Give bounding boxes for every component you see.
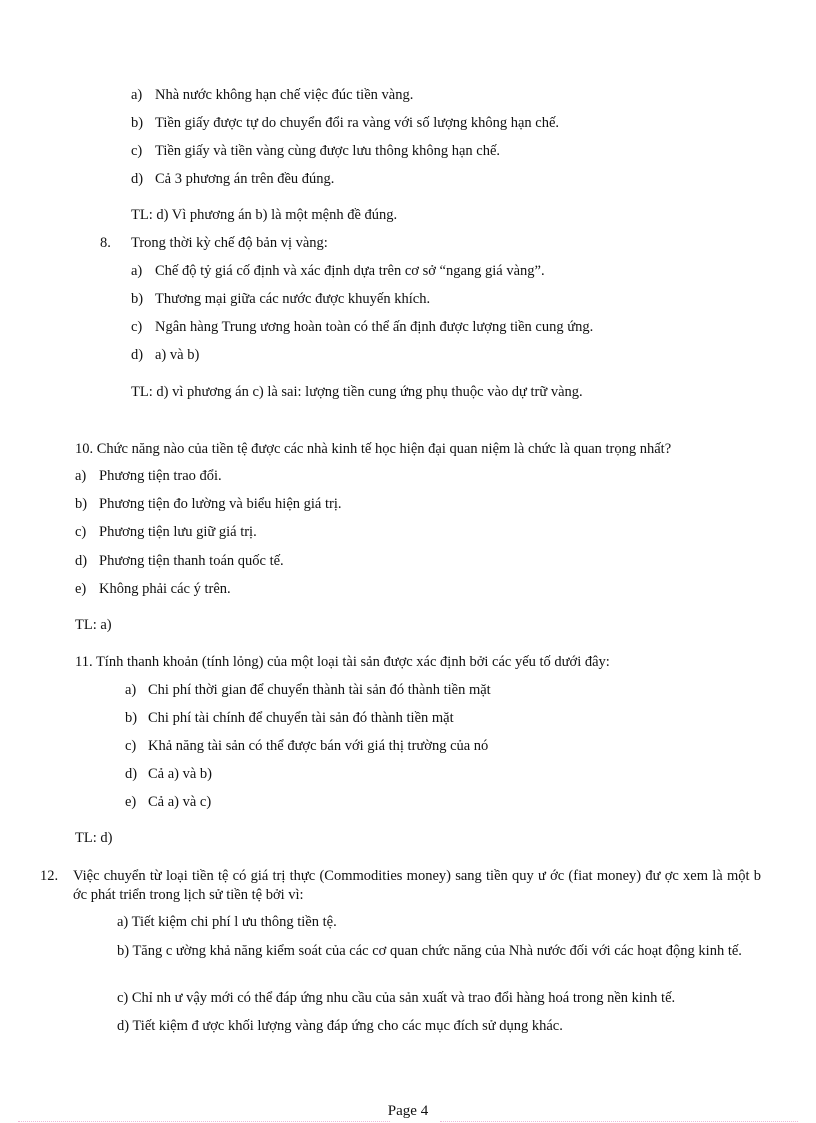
- option-text: Phương tiện trao đổi.: [99, 468, 222, 484]
- option-label: b): [75, 496, 88, 512]
- option-text: Phương tiện thanh toán quốc tế.: [99, 553, 284, 569]
- q8-answer: TL: d) vì phương án c) là sai: lượng tiền cung ứng phụ thuộc vào dự trữ vàng.: [131, 384, 583, 400]
- option-label: d): [75, 553, 88, 569]
- option-text: Thương mại giữa các nước được khuyến khích.: [155, 291, 431, 307]
- option-text: a) và b): [155, 347, 200, 363]
- option-label: d): [131, 171, 144, 187]
- option-label: c): [131, 319, 143, 335]
- footer-divider-left: [18, 1121, 390, 1122]
- option-text: Chế độ tỷ giá cố định và xác định dựa trên cơ sở “ngang giá vàng”.: [155, 263, 545, 279]
- option-text: Phương tiện đo lường và biểu hiện giá trị.: [99, 496, 342, 512]
- option-text: Tiền giấy được tự do chuyển đổi ra vàng với số lượng không hạn chế.: [155, 115, 560, 131]
- q8-question: Trong thời kỳ chế độ bản vị vàng:: [131, 235, 328, 251]
- q12-question: Việc chuyển từ loại tiền tệ có giá trị thực (Commodities money) sang tiền quy ư ớc (fiat money) đư ợc xem là một b ớc phát triển trong lịch sử tiền tệ bởi vì:: [73, 868, 761, 903]
- footer-divider-right: [440, 1121, 798, 1122]
- option-label: b): [131, 115, 144, 131]
- q8-number: 8.: [100, 235, 111, 251]
- q12-number: 12.: [40, 868, 59, 884]
- option-label: d): [131, 347, 144, 363]
- option-label: c): [131, 143, 143, 159]
- option-text: Không phải các ý trên.: [99, 581, 231, 597]
- option-text: Cả a) và c): [148, 794, 212, 810]
- option-text: Chi phí tài chính để chuyển tài sản đó thành tiền mặt: [148, 710, 454, 726]
- q12-option-d: d) Tiết kiệm đ ược khối lượng vàng đáp ứng cho các mục đích sử dụng khác.: [117, 1018, 563, 1034]
- option-label: e): [125, 794, 137, 810]
- q11-question: 11. Tính thanh khoản (tính lỏng) của một loại tài sản được xác định bởi các yếu tố dưới đây:: [75, 654, 610, 670]
- q7-answer: TL: d) Vì phương án b) là một mệnh đề đúng.: [131, 207, 398, 223]
- q12-option-a: a) Tiết kiệm chi phí l ưu thông tiền tệ.: [117, 914, 337, 930]
- option-label: b): [131, 291, 144, 307]
- option-label: a): [125, 682, 137, 698]
- option-text: Cả a) và b): [148, 766, 213, 782]
- option-label: c): [125, 738, 137, 754]
- option-text: Khả năng tài sản có thể được bán với giá thị trường của nó: [148, 738, 489, 754]
- option-text: Nhà nước không hạn chế việc đúc tiền vàng.: [155, 87, 414, 103]
- option-label: e): [75, 581, 87, 597]
- option-label: d): [125, 766, 138, 782]
- option-text: Phương tiện lưu giữ giá trị.: [99, 524, 257, 540]
- q12-option-c: c) Chỉ nh ư vậy mới có thể đáp ứng nhu cầu của sản xuất và trao đổi hàng hoá trong nền kinh tế.: [117, 990, 676, 1006]
- q11-answer: TL: d): [75, 830, 113, 846]
- option-text: Chi phí thời gian để chuyển thành tài sản đó thành tiền mặt: [148, 682, 491, 698]
- q10-question: 10. Chức năng nào của tiền tệ được các nhà kinh tế học hiện đại quan niệm là chức là quan trọng nhất?: [75, 441, 672, 457]
- option-text: Cả 3 phương án trên đều đúng.: [155, 171, 335, 187]
- option-text: Ngân hàng Trung ương hoàn toàn có thể ấn định được lượng tiền cung ứng.: [155, 319, 594, 335]
- option-label: a): [131, 263, 143, 279]
- q10-answer: TL: a): [75, 617, 112, 633]
- q12-option-b: b) Tăng c ường khả năng kiểm soát của các cơ quan chức năng của Nhà nước đối với các hoạt động kinh tế.: [117, 943, 742, 959]
- option-text: Tiền giấy và tiền vàng cùng được lưu thông không hạn chế.: [155, 143, 501, 159]
- option-label: a): [131, 87, 143, 103]
- option-label: a): [75, 468, 87, 484]
- option-label: c): [75, 524, 87, 540]
- option-label: b): [125, 710, 138, 726]
- page-number: Page 4: [387, 1103, 429, 1119]
